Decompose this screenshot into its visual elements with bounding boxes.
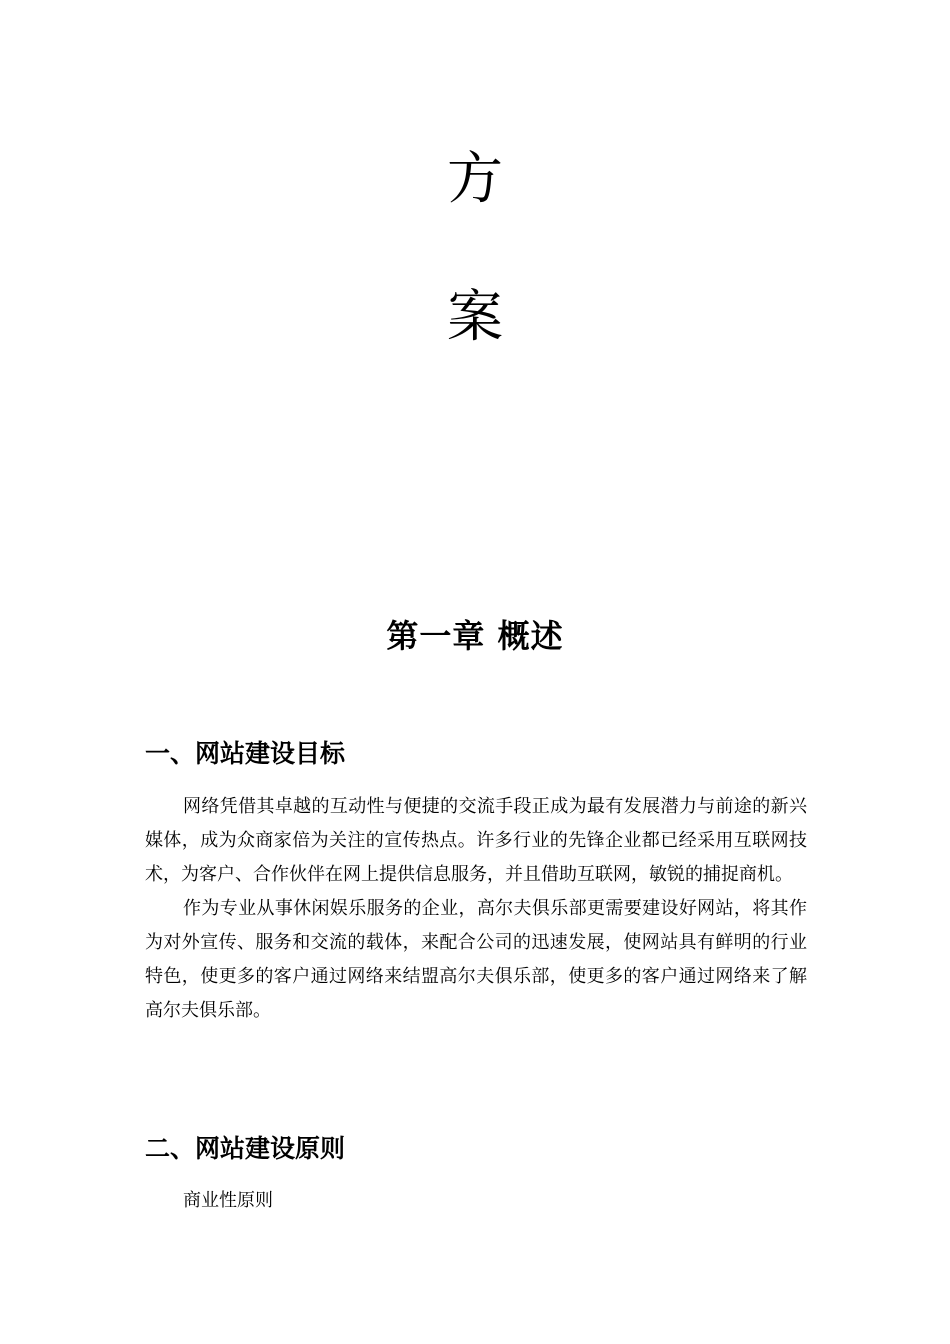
section-body-goals bbox=[145, 790, 807, 1028]
chapter-title: 第一章 概述 bbox=[386, 617, 564, 655]
cover-title-char-1: 方 bbox=[447, 147, 503, 212]
paragraph: 作为专业从事休闲娱乐服务的企业，高尔夫俱乐部更需要建设好网站，将其作为对外宣传、服务和交流的载体，来配合公司的迅速发展，使网站具有鲜明的行业特色，使更多的客户通过网络来结盟高尔夫俱乐部，使更多的客户通过网络来了解高尔夫俱乐部。 bbox=[145, 898, 807, 1021]
section-heading-goals: 一、网站建设目标 bbox=[145, 739, 346, 768]
section-body-principles bbox=[145, 1184, 807, 1218]
cover-title-char-2: 案 bbox=[447, 285, 503, 350]
paragraph: 商业性原则 bbox=[183, 1190, 273, 1211]
paragraph: 网络凭借其卓越的互动性与便捷的交流手段正成为最有发展潜力与前途的新兴媒体，成为众商家倍为关注的宣传热点。许多行业的先锋企业都已经采用互联网技术，为客户、合作伙伴在网上提供信息服务，并且借助互联网，敏锐的捕捉商机。 bbox=[145, 796, 807, 885]
section-heading-principles: 二、网站建设原则 bbox=[145, 1134, 346, 1163]
